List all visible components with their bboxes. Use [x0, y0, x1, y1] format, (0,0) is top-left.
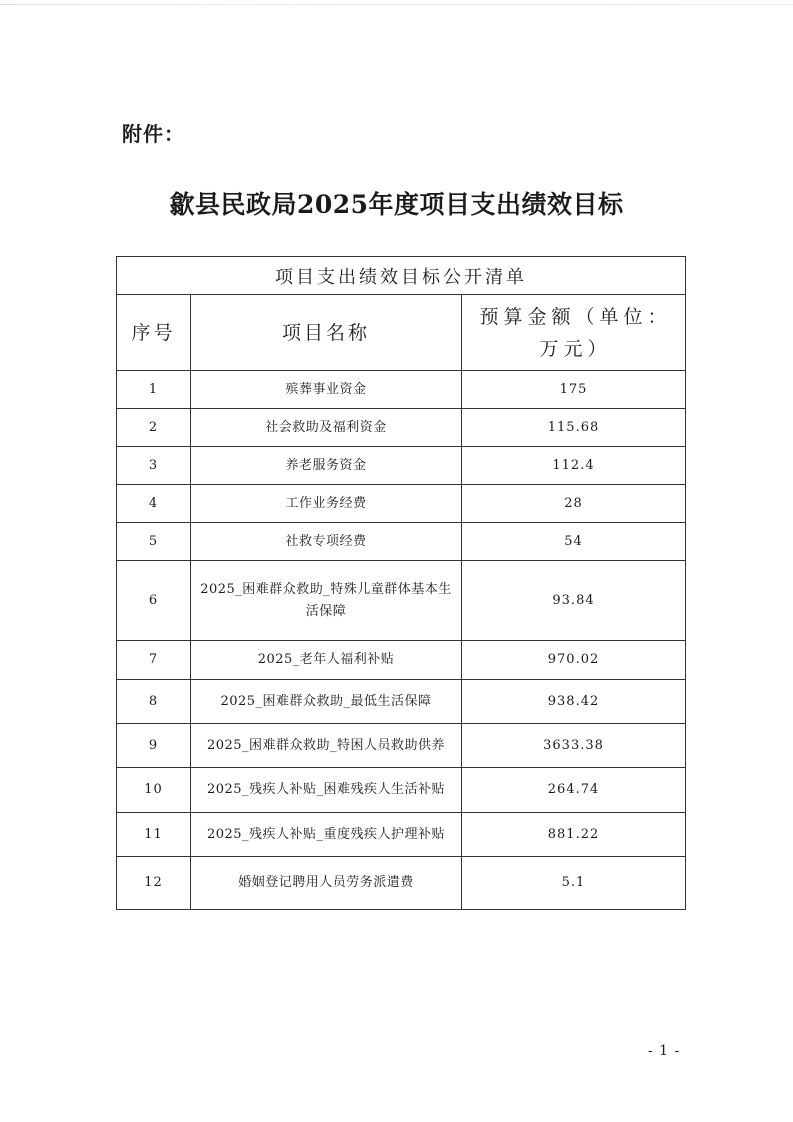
table-row	[117, 409, 686, 447]
row-project-name: 工作业务经费	[191, 485, 462, 523]
row-project-name: 婚姻登记聘用人员劳务派遣费	[191, 857, 462, 910]
table-row	[117, 768, 686, 813]
page-number: - 1 -	[648, 1043, 681, 1059]
document-title: 歙县民政局2025年度项目支出绩效目标	[169, 190, 624, 219]
row-seq: 10	[117, 768, 191, 813]
table-row	[117, 724, 686, 768]
table-body	[117, 371, 686, 910]
table-row	[117, 813, 686, 857]
table-row	[117, 371, 686, 409]
table-header-row	[117, 295, 686, 371]
row-budget-amount: 175	[462, 371, 686, 409]
attachment-label: 附件：	[122, 122, 185, 146]
table-row	[117, 485, 686, 523]
row-seq: 5	[117, 523, 191, 561]
row-budget-amount: 881.22	[462, 813, 686, 857]
table-caption: 项目支出绩效目标公开清单	[117, 257, 686, 295]
table-caption-row	[117, 257, 686, 295]
row-budget-amount: 115.68	[462, 409, 686, 447]
row-seq: 6	[117, 561, 191, 641]
row-budget-amount: 264.74	[462, 768, 686, 813]
row-seq: 9	[117, 724, 191, 768]
row-seq: 2	[117, 409, 191, 447]
table-row	[117, 641, 686, 680]
row-project-name: 2025_残疾人补贴_困难残疾人生活补贴	[191, 768, 462, 813]
row-project-name: 社救专项经费	[191, 523, 462, 561]
row-budget-amount: 28	[462, 485, 686, 523]
row-budget-amount: 938.42	[462, 680, 686, 724]
table-row	[117, 523, 686, 561]
header-project-name: 项目名称	[191, 295, 462, 371]
row-project-name: 2025_残疾人补贴_重度残疾人护理补贴	[191, 813, 462, 857]
row-budget-amount: 5.1	[462, 857, 686, 910]
table-row	[117, 857, 686, 910]
row-project-name: 社会救助及福利资金	[191, 409, 462, 447]
row-seq: 12	[117, 857, 191, 910]
row-seq: 1	[117, 371, 191, 409]
row-project-name: 2025_困难群众救助_最低生活保障	[191, 680, 462, 724]
table-row	[117, 680, 686, 724]
row-budget-amount: 970.02	[462, 641, 686, 680]
table-row	[117, 447, 686, 485]
row-seq: 4	[117, 485, 191, 523]
row-budget-amount: 93.84	[462, 561, 686, 641]
scan-edge-line	[0, 4, 793, 5]
row-budget-amount: 112.4	[462, 447, 686, 485]
header-budget-amount: 预算金额（单位：万元）	[462, 295, 686, 371]
header-seq: 序号	[117, 295, 191, 371]
row-budget-amount: 54	[462, 523, 686, 561]
row-seq: 7	[117, 641, 191, 680]
performance-target-table	[116, 256, 686, 910]
table-row	[117, 561, 686, 641]
row-seq: 8	[117, 680, 191, 724]
row-project-name: 2025_老年人福利补贴	[191, 641, 462, 680]
row-project-name: 养老服务资金	[191, 447, 462, 485]
row-seq: 11	[117, 813, 191, 857]
row-project-name: 殡葬事业资金	[191, 371, 462, 409]
row-budget-amount: 3633.38	[462, 724, 686, 768]
row-project-name: 2025_困难群众救助_特殊儿童群体基本生活保障	[191, 561, 462, 641]
row-seq: 3	[117, 447, 191, 485]
row-project-name: 2025_困难群众救助_特困人员救助供养	[191, 724, 462, 768]
